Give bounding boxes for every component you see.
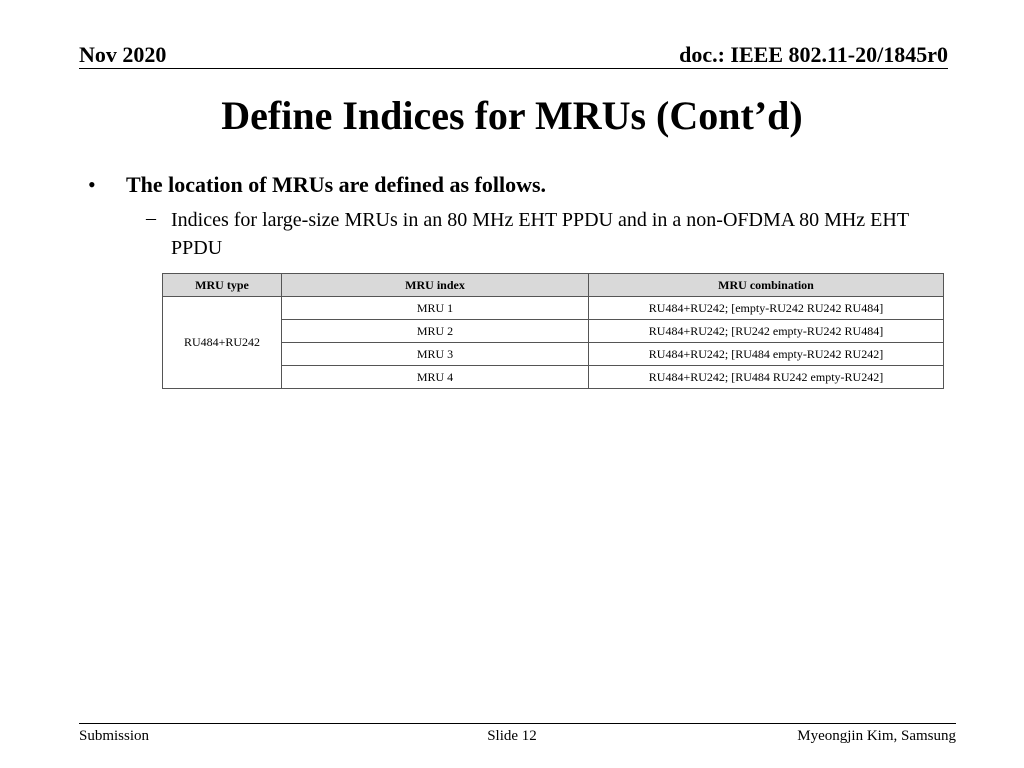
mru-table [162, 273, 944, 389]
table-header-row [163, 274, 944, 297]
bullet-text: The location of MRUs are defined as follows. [126, 172, 547, 197]
footer-author: Myeongjin Kim, Samsung [797, 728, 956, 744]
table-row [163, 297, 944, 320]
header-date: Nov 2020 [79, 42, 167, 67]
header-doc-id: doc.: IEEE 802.11-20/1845r0 [679, 42, 948, 67]
bullet-marker: • [88, 172, 96, 197]
mru-index-cell: MRU 3 [282, 343, 589, 366]
sub-bullet-marker: – [146, 207, 156, 229]
mru-combination-cell: RU484+RU242; [empty-RU242 RU242 RU484] [589, 297, 944, 320]
mru-type-cell: RU484+RU242 [163, 297, 282, 389]
footer-submission: Submission [79, 728, 150, 744]
mru-index-cell: MRU 1 [282, 297, 589, 320]
mru-index-cell: MRU 2 [282, 320, 589, 343]
header-mru-type: MRU type [163, 274, 282, 297]
slide-title: Define Indices for MRUs (Cont’d) [221, 93, 803, 138]
header-mru-combination: MRU combination [589, 274, 944, 297]
header-divider [79, 68, 948, 69]
sub-bullet-text: Indices for large-size MRUs in an 80 MHz EHT PPDU and in a non-OFDMA 80 MHz EHT PPDU [171, 209, 909, 259]
mru-combination-cell: RU484+RU242; [RU484 empty-RU242 RU242] [589, 343, 944, 366]
mru-combination-cell: RU484+RU242; [RU242 empty-RU242 RU484] [589, 320, 944, 343]
mru-combination-cell: RU484+RU242; [RU484 RU242 empty-RU242] [589, 366, 944, 389]
footer-slide-number: Slide 12 [487, 728, 537, 744]
header-mru-index: MRU index [282, 274, 589, 297]
footer-divider [79, 723, 956, 724]
mru-index-cell: MRU 4 [282, 366, 589, 389]
